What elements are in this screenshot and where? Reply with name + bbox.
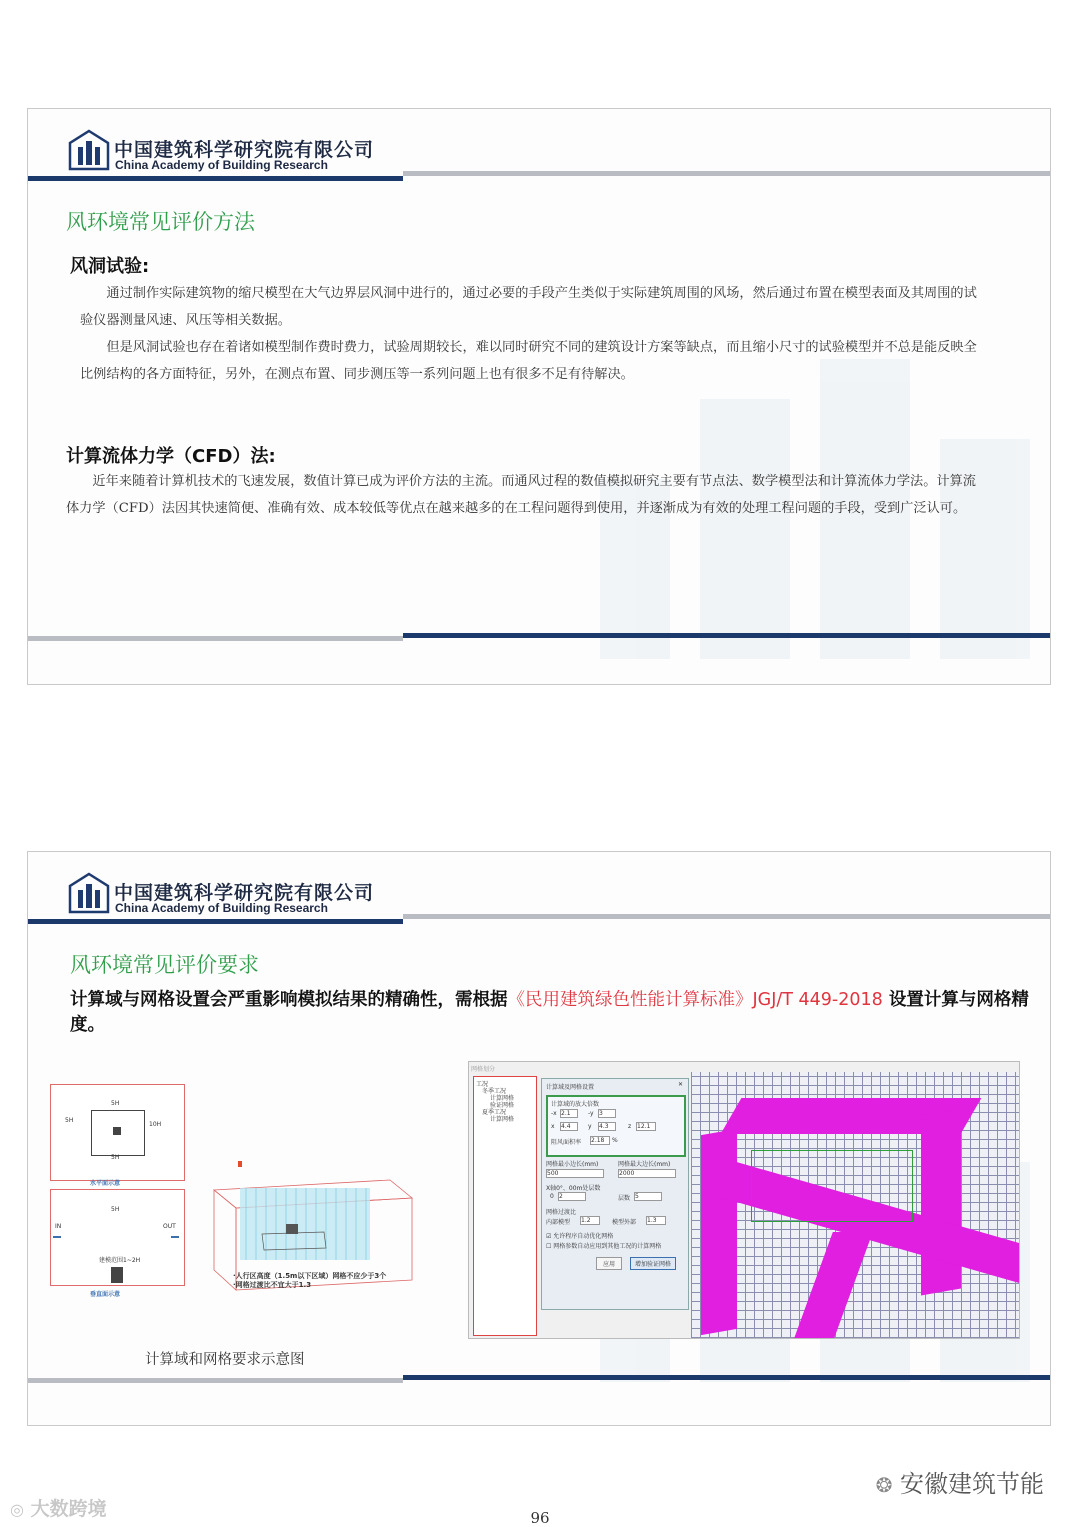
lead-text-after: 设置计算与网格精度。 [70, 990, 1029, 1035]
footer-band-grey [28, 1378, 403, 1383]
close-icon[interactable]: ✕ [678, 1081, 684, 1088]
label-building-range: 建模范围1~2H [99, 1257, 141, 1264]
field-label: y [588, 1123, 592, 1130]
field-minus-x[interactable]: 2.1 [560, 1109, 578, 1118]
vertical-plane-diagram [50, 1189, 185, 1286]
tree-item[interactable]: 冬季工况 [482, 1088, 507, 1095]
header-band-grey [403, 171, 1050, 176]
field-y[interactable]: 4.3 [598, 1122, 616, 1131]
domain-scale-group [546, 1095, 686, 1157]
mesh-settings-dialog [541, 1078, 689, 1310]
slide-wind-evaluation-requirements [27, 851, 1051, 1426]
mesh-refinement-band [921, 1108, 961, 1295]
layers-input[interactable]: 5 [634, 1192, 662, 1201]
mesh-note-1: ·人行区高度（1.5m以下区域）网格不应少于3个 [233, 1272, 387, 1280]
header-band-dark [28, 919, 403, 924]
footer-band-dark [403, 1375, 1050, 1380]
mesh-refinement-band [789, 1232, 873, 1338]
company-name-en: China Academy of Building Research [115, 158, 328, 172]
paragraph-cfd: 近年来随着计算机技术的飞速发展，数值计算已成为评价方法的主流。而通风过程的数值模拟研究主要有节点法、数学模型法和计算流体力学法。计算流体力学（CFD）法因其快速简便、准确有效、成本较低等优点在越来越多的在工程问题得到使用，并逐渐成为有效的处理工程问题的手段，受到广泛认可。 [66, 474, 976, 516]
slide-title: 风环境常见评价方法 [66, 210, 255, 234]
section-heading-cfd: 计算流体力学（CFD）法: [66, 446, 276, 467]
label-10h: 10H [149, 1121, 162, 1128]
company-logo-icon [68, 129, 110, 171]
window-title: 网格划分 [471, 1066, 496, 1073]
section-heading-wind-tunnel: 风洞试验: [70, 256, 150, 277]
footer-band-dark [403, 633, 1050, 638]
field-label: 阻风面积率 [551, 1139, 582, 1146]
slide-header [28, 109, 1050, 187]
header-band-grey [403, 914, 1050, 919]
max-cell-input[interactable]: 2000 [618, 1169, 676, 1178]
slide-header [28, 852, 1050, 930]
min-cell-input[interactable]: 500 [546, 1169, 604, 1178]
mesh-3d-view [691, 1072, 1019, 1338]
field-label: -x [551, 1110, 557, 1117]
axis-layers-label: X轴0°、00m处层数 [546, 1185, 601, 1192]
field-x[interactable]: 4.4 [560, 1122, 578, 1131]
group-title: 计算域的放大倍数 [551, 1101, 600, 1108]
outer-model-input[interactable]: 1.3 [646, 1216, 666, 1225]
auto-optimize-label: 允许程序自动优化网格 [553, 1233, 614, 1240]
slide-wind-evaluation-methods [27, 108, 1051, 685]
lead-text-before: 计算域与网格设置会严重影响模拟结果的精确性，需根据 [70, 990, 508, 1010]
add-verify-mesh-button[interactable]: 增加验证网格 [630, 1257, 676, 1270]
figure-caption: 计算域和网格要求示意图 [145, 1352, 305, 1368]
tree-item[interactable]: 计算网格 [490, 1116, 515, 1123]
wechat-brand [876, 1464, 1044, 1499]
label-out: OUT [163, 1223, 176, 1230]
auto-optimize-checkbox[interactable]: ☑ 允许程序自动优化网格 [546, 1233, 614, 1240]
inflow-arrow-icon [53, 1236, 61, 1238]
building-block [113, 1127, 121, 1135]
transition-label: 网格过渡比 [546, 1209, 577, 1216]
source-name: 大数跨境 [30, 1498, 107, 1520]
label-5h: 5H [111, 1206, 120, 1213]
field-label: x [551, 1123, 555, 1130]
wechat-icon: ❂ [875, 1473, 893, 1497]
axis-value-2[interactable]: 2 [558, 1192, 586, 1201]
mesh-note-2: ·网格过渡比不宜大于1.3 [233, 1281, 312, 1289]
apply-button[interactable]: 应用 [596, 1257, 622, 1270]
paragraph-wind-tunnel-1: 通过制作实际建筑物的缩尺模型在大气边界层风洞中进行的，通过必要的手段产生类似于实际建筑周围的风场，然后通过布置在模型表面及其周围的试验仪器测量风速、风压等相关数据。 [80, 286, 977, 328]
standard-reference: 《民用建筑绿色性能计算标准》JGJ/T 449-2018 [507, 990, 883, 1010]
label-5h-top: 5H [111, 1100, 120, 1107]
case-tree-panel [473, 1076, 537, 1336]
chat-bubble-icon: ◎ [10, 1500, 24, 1519]
building-block [111, 1267, 123, 1283]
max-cell-label: 网格最大边长(mm) [618, 1161, 671, 1168]
horizontal-plane-diagram [50, 1084, 185, 1181]
lead-statement [70, 988, 1030, 1038]
slide-title: 风环境常见评价要求 [70, 953, 259, 977]
tree-item[interactable]: 工况 [476, 1081, 489, 1088]
field-label: z [628, 1123, 632, 1130]
outflow-arrow-icon [171, 1236, 179, 1238]
inner-model-label: 内部模型 [546, 1219, 571, 1226]
tree-item[interactable]: 夏季工况 [482, 1109, 507, 1116]
footer-band-grey [28, 636, 403, 641]
company-name-en: China Academy of Building Research [115, 901, 328, 915]
page-number: 96 [530, 1509, 550, 1527]
tree-item[interactable]: 计算网格 [490, 1095, 515, 1102]
layers-label: 层数 [618, 1195, 631, 1202]
min-cell-label: 网格最小边长(mm) [546, 1161, 599, 1168]
percent-label: % [612, 1137, 618, 1144]
company-logo-icon [68, 872, 110, 914]
building-outline [751, 1150, 913, 1222]
paragraph-wind-tunnel-2: 但是风洞试验也存在着诸如模型制作费时费力，试验周期较长，难以同时研究不同的建筑设计方案等缺点，而且缩小尺寸的试验模型并不总是能反映全比例结构的各方面特征，另外，在测点布置、同步测压等一系列问题上也有很多不足有待解决。 [80, 340, 977, 382]
axis-value-1: 0 [550, 1193, 554, 1200]
label-in: IN [55, 1223, 62, 1230]
label-5h-left: 5H [65, 1117, 74, 1124]
tree-item[interactable]: 验证网格 [490, 1102, 515, 1109]
outer-model-label: 模型外部 [612, 1219, 637, 1226]
company-name-cn: 中国建筑科学研究院有限公司 [114, 139, 375, 161]
dialog-title: 计算域及网格设置 [546, 1084, 595, 1091]
vertical-plane-caption: 垂直面示意 [90, 1291, 121, 1298]
label-5h-bottom: 5H [111, 1154, 120, 1161]
brand-name: 安徽建筑节能 [900, 1470, 1044, 1498]
field-blockage-ratio[interactable]: 2.18 [590, 1136, 610, 1145]
header-band-dark [28, 176, 403, 181]
inner-model-input[interactable]: 1.2 [580, 1216, 600, 1225]
horizontal-plane-caption: 水平面示意 [90, 1180, 121, 1187]
field-label: -y [588, 1110, 594, 1117]
field-minus-y[interactable]: 3 [598, 1109, 616, 1118]
company-name-cn: 中国建筑科学研究院有限公司 [114, 882, 375, 904]
apply-all-label: 网格参数自动应用到其他工况的计算网格 [553, 1243, 662, 1250]
apply-all-checkbox[interactable]: ☐ 网格参数自动应用到其他工况的计算网格 [546, 1243, 662, 1250]
mesh-software-screenshot [468, 1061, 1020, 1339]
field-z[interactable]: 12.1 [636, 1122, 656, 1131]
